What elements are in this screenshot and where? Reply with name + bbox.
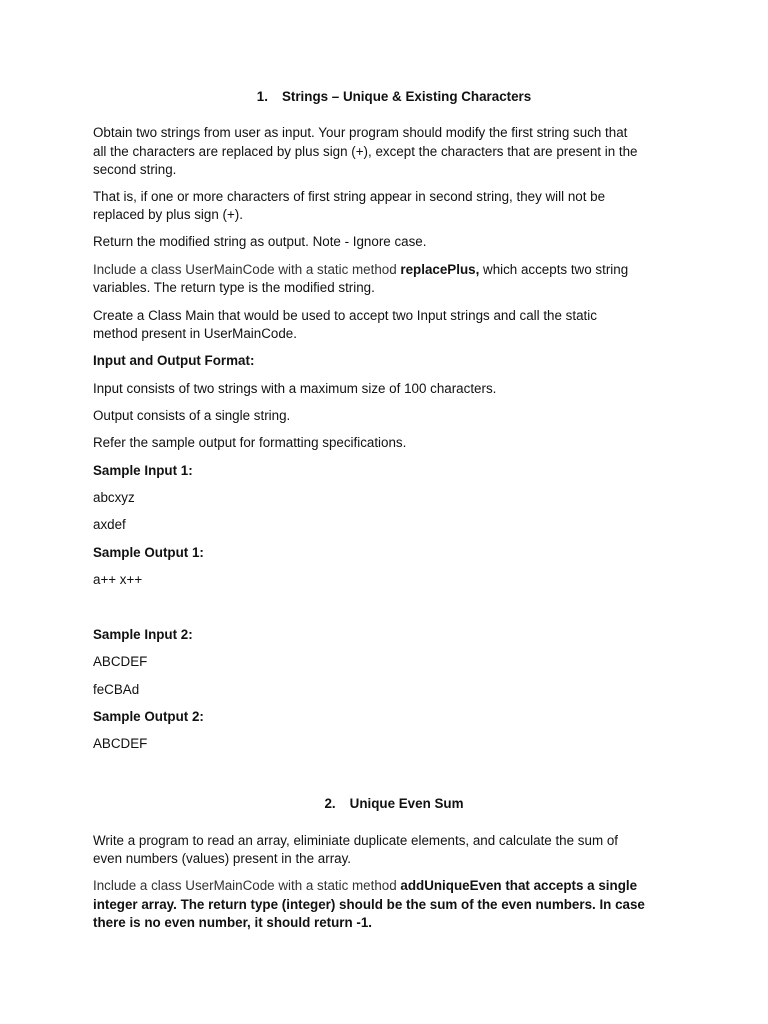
s1-para1-line1: Obtain two strings from user as input. Your program should modify the first string such that <box>93 125 628 140</box>
s1-para4-rest: which accepts two string <box>479 262 629 277</box>
s1-sample-input2-label: Sample Input 2: <box>93 627 193 642</box>
s2-para1-line2: even numbers (values) present in the array. <box>93 851 352 866</box>
s1-para5-line2: method present in UserMainCode. <box>93 326 297 341</box>
s2-para2-prefix: Include a class UserMainCode with a static method <box>93 878 401 893</box>
s1-method-name: replacePlus, <box>400 262 480 277</box>
s1-sample-input2-line1: ABCDEF <box>93 654 148 669</box>
s1-para2-line1: That is, if one or more characters of first string appear in second string, they will not be <box>93 189 606 204</box>
s1-sample-input2-line2: feCBAd <box>93 682 140 697</box>
s2-para2-line1 <box>93 877 683 896</box>
s1-sample-output2-label: Sample Output 2: <box>93 709 204 724</box>
s1-para1-line3: second string. <box>93 162 177 177</box>
s1-para3: Return the modified string as output. Note - Ignore case. <box>93 234 427 249</box>
section2-heading <box>0 795 768 814</box>
s2-para2-line3: there is no even number, it should return -1. <box>93 915 373 930</box>
s1-para1-line2: all the characters are replaced by plus sign (+), except the characters that are present in the <box>93 144 638 159</box>
s1-sample-input1-label: Sample Input 1: <box>93 463 193 478</box>
s1-sample-output2: ABCDEF <box>93 736 148 751</box>
s1-io-heading: Input and Output Format: <box>93 353 255 368</box>
s1-sample-output1-label: Sample Output 1: <box>93 545 204 560</box>
section1-heading <box>0 88 768 107</box>
s2-para1-line1: Write a program to read an array, eliminiate duplicate elements, and calculate the sum of <box>93 833 618 848</box>
s1-para4-line2: variables. The return type is the modified string. <box>93 280 375 295</box>
s2-para2-line2: integer array. The return type (integer) should be the sum of the even numbers. In case <box>93 897 645 912</box>
s1-para2-line2: replaced by plus sign (+). <box>93 207 243 222</box>
s1-output-desc: Output consists of a single string. <box>93 408 291 423</box>
s2-method-name: addUniqueEven <box>400 878 502 893</box>
s1-sample-output1: a++ x++ <box>93 572 143 587</box>
s1-refer: Refer the sample output for formatting specifications. <box>93 435 407 450</box>
s1-sample-input1-line2: axdef <box>93 517 126 532</box>
s1-para5-line1: Create a Class Main that would be used to accept two Input strings and call the static <box>93 308 597 323</box>
section1-title: Strings – Unique & Existing Characters <box>281 89 532 104</box>
s2-para2-rest: that accepts a single <box>501 878 638 893</box>
s1-input-desc: Input consists of two strings with a maximum size of 100 characters. <box>93 381 497 396</box>
section1-number: 1. <box>256 89 268 104</box>
s1-sample-input1-line1: abcxyz <box>93 490 135 505</box>
s1-para4-prefix: Include a class UserMainCode with a static method <box>93 262 401 277</box>
section2-number: 2. <box>324 796 336 811</box>
section2-title: Unique Even Sum <box>349 796 464 811</box>
s1-para4-line1 <box>93 261 683 280</box>
